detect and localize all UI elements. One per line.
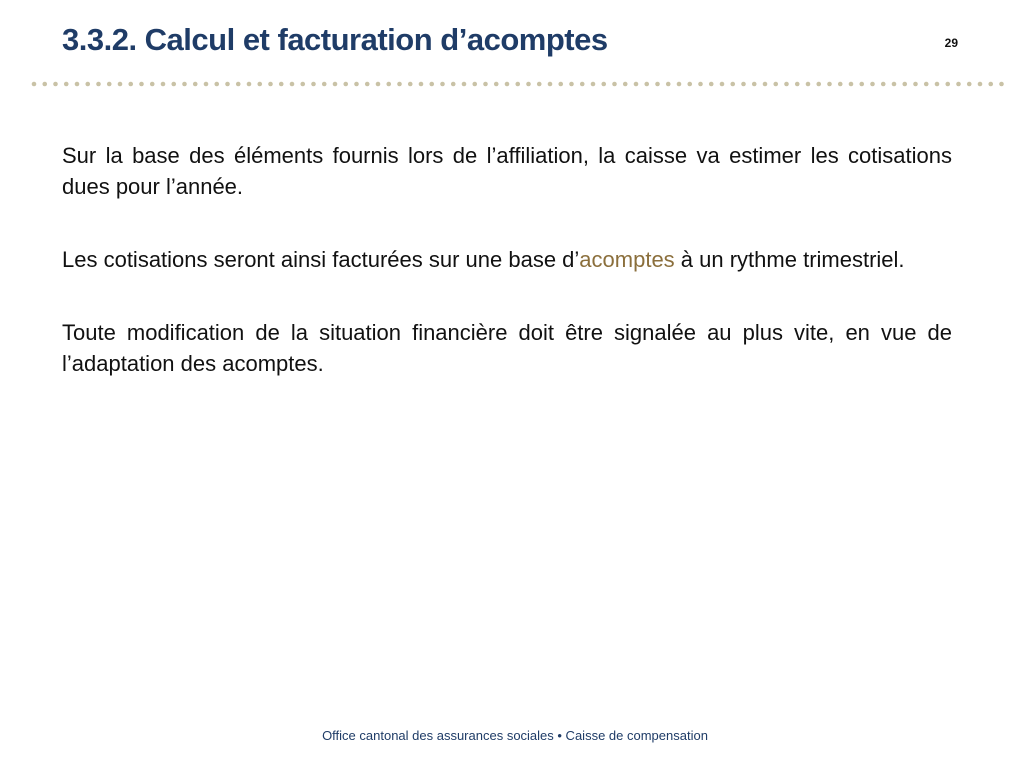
slide-body bbox=[62, 140, 952, 421]
divider-dot bbox=[53, 82, 58, 87]
divider-dot bbox=[870, 82, 875, 87]
divider-dot bbox=[386, 82, 391, 87]
slide-title: 3.3.2. Calcul et facturation d’acomptes bbox=[62, 22, 608, 57]
divider-dot bbox=[687, 82, 692, 87]
divider-dot bbox=[150, 82, 155, 87]
divider-dot bbox=[913, 82, 918, 87]
divider-dot bbox=[569, 82, 574, 87]
divider-dot bbox=[365, 82, 370, 87]
divider-dot bbox=[494, 82, 499, 87]
divider-dot bbox=[623, 82, 628, 87]
divider-dot bbox=[505, 82, 510, 87]
divider-dot bbox=[752, 82, 757, 87]
divider-dot bbox=[827, 82, 832, 87]
divider-dot bbox=[64, 82, 69, 87]
divider-dot bbox=[171, 82, 176, 87]
divider-dot bbox=[849, 82, 854, 87]
divider-dot bbox=[311, 82, 316, 87]
divider-dot bbox=[601, 82, 606, 87]
divider-dot bbox=[279, 82, 284, 87]
divider-dot bbox=[935, 82, 940, 87]
divider-dot bbox=[290, 82, 295, 87]
divider-dot bbox=[268, 82, 273, 87]
divider-dot bbox=[333, 82, 338, 87]
divider-dot bbox=[322, 82, 327, 87]
divider-dot bbox=[881, 82, 886, 87]
divider-dot bbox=[161, 82, 166, 87]
divider-dot bbox=[967, 82, 972, 87]
divider-dot bbox=[784, 82, 789, 87]
divider-dot bbox=[257, 82, 262, 87]
divider-dot bbox=[483, 82, 488, 87]
paragraph-affiliation bbox=[62, 140, 952, 202]
divider-dot bbox=[300, 82, 305, 87]
divider-dot bbox=[32, 82, 37, 87]
paragraph-acomptes-text-after: à un rythme trimestriel. bbox=[674, 247, 905, 272]
divider-dot bbox=[462, 82, 467, 87]
divider-dot bbox=[634, 82, 639, 87]
divider-dot bbox=[96, 82, 101, 87]
dotted-divider bbox=[30, 80, 1008, 88]
divider-dot bbox=[580, 82, 585, 87]
divider-dot bbox=[408, 82, 413, 87]
divider-dot bbox=[773, 82, 778, 87]
divider-dot bbox=[698, 82, 703, 87]
divider-dot bbox=[42, 82, 47, 87]
divider-dot bbox=[677, 82, 682, 87]
divider-dot bbox=[236, 82, 241, 87]
divider-dot bbox=[859, 82, 864, 87]
divider-dot bbox=[558, 82, 563, 87]
paragraph-modification bbox=[62, 317, 952, 379]
divider-dot bbox=[128, 82, 133, 87]
divider-dot bbox=[720, 82, 725, 87]
divider-dot bbox=[75, 82, 80, 87]
divider-dot bbox=[892, 82, 897, 87]
divider-dot bbox=[666, 82, 671, 87]
divider-dot bbox=[816, 82, 821, 87]
page-number: 29 bbox=[944, 36, 958, 50]
divider-dot bbox=[107, 82, 112, 87]
divider-dot bbox=[429, 82, 434, 87]
divider-dot bbox=[451, 82, 456, 87]
divider-dot bbox=[655, 82, 660, 87]
divider-dot bbox=[612, 82, 617, 87]
paragraph-acomptes-text-before: Les cotisations seront ainsi facturées sur une base d’ bbox=[62, 247, 580, 272]
divider-dot bbox=[182, 82, 187, 87]
divider-dot bbox=[924, 82, 929, 87]
divider-dot bbox=[644, 82, 649, 87]
divider-dot bbox=[397, 82, 402, 87]
divider-dot bbox=[526, 82, 531, 87]
footer: Office cantonal des assurances sociales • Caisse de compensation bbox=[322, 728, 708, 743]
acomptes-highlight: acomptes bbox=[579, 247, 675, 272]
divider-dot bbox=[354, 82, 359, 87]
divider-dot bbox=[376, 82, 381, 87]
divider-dot bbox=[978, 82, 983, 87]
divider-dot bbox=[139, 82, 144, 87]
divider-dot bbox=[118, 82, 123, 87]
divider-dot bbox=[537, 82, 542, 87]
paragraph-modification-text: Toute modification de la situation financière doit être signalée au plus vite, en vue de l’adaptation des acomptes. bbox=[62, 320, 952, 376]
divider-dot bbox=[472, 82, 477, 87]
divider-dot bbox=[214, 82, 219, 87]
divider-dot bbox=[730, 82, 735, 87]
divider-dot bbox=[247, 82, 252, 87]
divider-dot bbox=[741, 82, 746, 87]
divider-dot bbox=[999, 82, 1004, 87]
divider-dot bbox=[988, 82, 993, 87]
divider-dot bbox=[85, 82, 90, 87]
divider-dot bbox=[806, 82, 811, 87]
divider-dot bbox=[343, 82, 348, 87]
divider-dot bbox=[902, 82, 907, 87]
divider-dot bbox=[838, 82, 843, 87]
divider-dot bbox=[225, 82, 230, 87]
divider-dot bbox=[440, 82, 445, 87]
divider-dot bbox=[548, 82, 553, 87]
divider-dot bbox=[419, 82, 424, 87]
paragraph-acomptes bbox=[62, 244, 952, 275]
divider-dot bbox=[763, 82, 768, 87]
divider-dot bbox=[709, 82, 714, 87]
paragraph-affiliation-text: Sur la base des éléments fournis lors de l’affiliation, la caisse va estimer les cotisations dues pour l’année. bbox=[62, 143, 952, 199]
divider-dot bbox=[193, 82, 198, 87]
divider-dot bbox=[945, 82, 950, 87]
divider-dot bbox=[591, 82, 596, 87]
divider-dot bbox=[795, 82, 800, 87]
divider-dot bbox=[515, 82, 520, 87]
divider-dot bbox=[956, 82, 961, 87]
divider-dot bbox=[204, 82, 209, 87]
